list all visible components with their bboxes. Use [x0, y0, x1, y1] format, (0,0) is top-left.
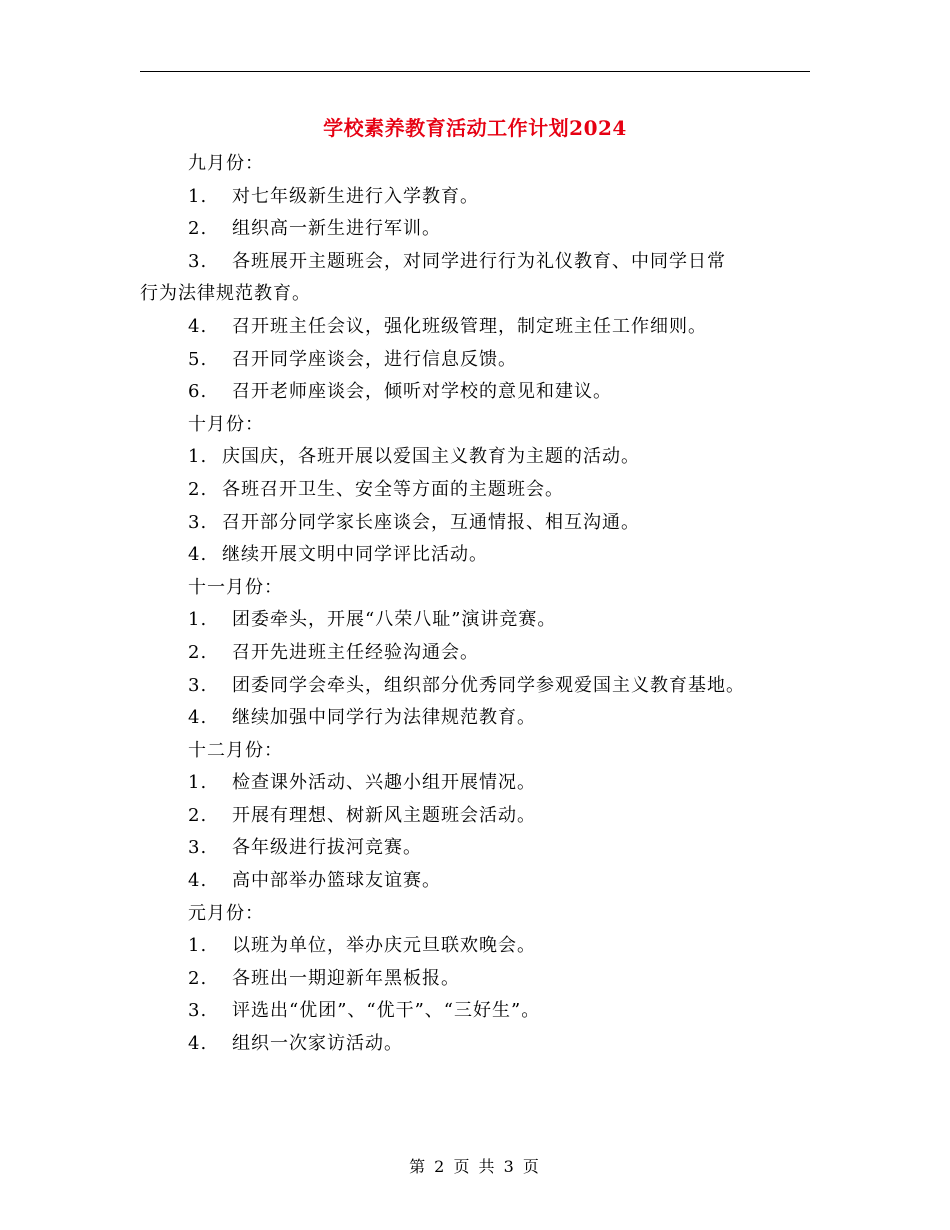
list-item: 4. 高中部举办篮球友谊赛。 — [188, 870, 441, 892]
list-item: 3. 团委同学会牵头，组织部分优秀同学参观爱国主义教育基地。 — [188, 674, 745, 696]
list-item: 1. 以班为单位，举办庆元旦联欢晚会。 — [188, 935, 536, 957]
list-item: 4. 继续加强中同学行为法律规范教育。 — [188, 707, 536, 729]
list-item: 5. 召开同学座谈会，进行信息反馈。 — [188, 348, 517, 370]
list-item: 2. 各班出一期迎新年黑板报。 — [188, 967, 460, 989]
list-item: 3. 召开部分同学家长座谈会，互通情报、相互沟通。 — [188, 511, 640, 533]
list-item: 1. 团委牵头，开展“八荣八耻”演讲竞赛。 — [188, 609, 557, 631]
list-item: 4. 召开班主任会议，强化班级管理，制定班主任工作细则。 — [188, 315, 707, 337]
list-item: 3. 各班展开主题班会，对同学进行行为礼仪教育、中同学日常 — [188, 250, 726, 272]
list-item: 1. 庆国庆，各班开展以爱国主义教育为主题的活动。 — [188, 446, 640, 468]
section-heading-oct: 十月份： — [188, 413, 264, 435]
section-heading-dec: 十二月份： — [188, 739, 283, 761]
document-body — [140, 148, 820, 1061]
list-item: 3. 各年级进行拔河竞赛。 — [188, 837, 422, 859]
header-rule — [140, 71, 810, 72]
section-heading-nov: 十一月份： — [188, 576, 283, 598]
section-heading-jan: 元月份： — [188, 902, 264, 924]
list-item: 2. 组织高一新生进行军训。 — [188, 218, 441, 240]
page-footer: 第 2 页 共 3 页 — [409, 1157, 541, 1176]
list-item: 1. 检查课外活动、兴趣小组开展情况。 — [188, 772, 536, 794]
list-item: 2. 各班召开卫生、安全等方面的主题班会。 — [188, 478, 564, 500]
list-item: 2. 开展有理想、树新风主题班会活动。 — [188, 804, 536, 826]
section-heading-sep: 九月份： — [188, 153, 264, 174]
list-item: 4. 组织一次家访活动。 — [188, 1033, 403, 1055]
list-item: 1. 对七年级新生进行入学教育。 — [188, 185, 479, 207]
list-item: 6. 召开老师座谈会，倾听对学校的意见和建议。 — [188, 381, 612, 403]
list-item: 4. 继续开展文明中同学评比活动。 — [188, 544, 488, 566]
list-item: 2. 召开先进班主任经验沟通会。 — [188, 641, 479, 663]
page-title: 学校素养教育活动工作计划2024 — [323, 116, 627, 140]
list-item: 3. 评选出“优团”、“优干”、“三好生”。 — [188, 1000, 541, 1022]
list-item-continuation: 行为法律规范教育。 — [140, 283, 311, 305]
